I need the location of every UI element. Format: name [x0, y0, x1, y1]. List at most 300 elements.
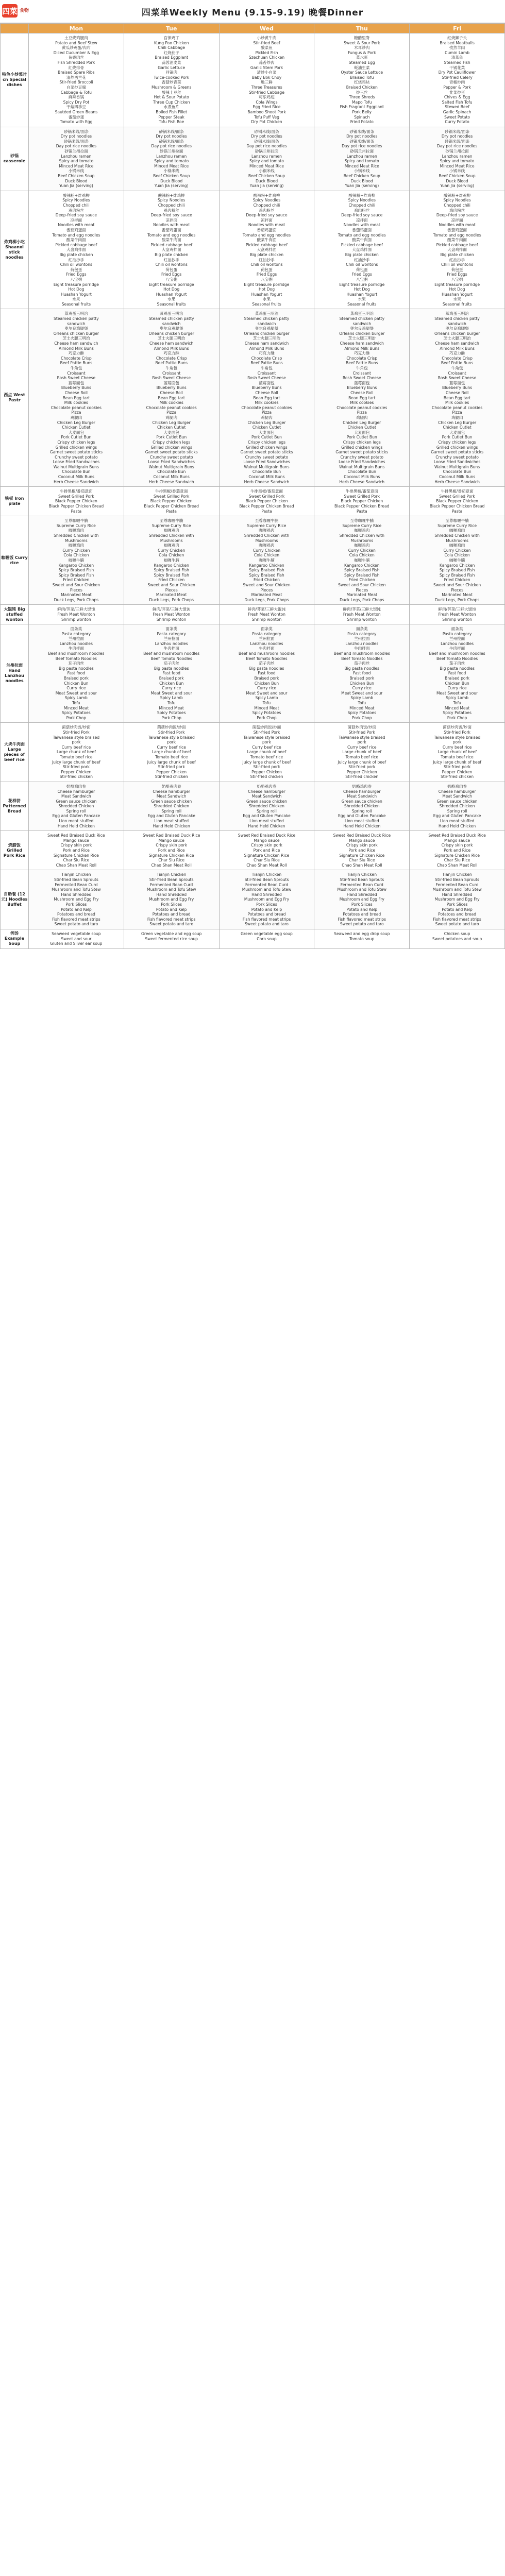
dish-item: Chicken Bun: [159, 681, 184, 686]
menu-row: [1, 870, 505, 929]
dish-item: 奥尔良鸡腿堡: [159, 326, 183, 331]
category-label: 咖喱饭 Curry rice: [1, 516, 29, 605]
dish-item: Shredded Chicken with: [244, 533, 290, 538]
dish-item: Sweet Grilled Pork: [58, 494, 94, 499]
dish-item: Sweet Grilled Pork: [439, 494, 475, 499]
dish-item: Beef Tomato Noodles: [341, 656, 383, 661]
dish-item: Chicken Leg Burger: [57, 420, 95, 425]
menu-cell-wed: [219, 605, 314, 624]
menu-cell-mon: [29, 33, 124, 127]
dish-item: Crispy chicken legs: [438, 439, 476, 445]
dish-item: Pickled cabbage beef: [246, 242, 288, 247]
dish-item: Crispy skin pork: [346, 843, 378, 848]
dish-item: Chicken Cutlet: [347, 425, 376, 430]
menu-row: [1, 516, 505, 605]
dish-item: Stir-fried Bean Sprouts: [435, 877, 480, 882]
dish-item: 奶酪鸡肉卷: [352, 784, 372, 789]
dish-item: pork: [452, 740, 462, 745]
dish-item: Stir-fried Pork: [348, 730, 376, 735]
dish-item: 蒸鸡蛋三明治: [159, 311, 183, 316]
menu-cell-tue: [124, 487, 219, 516]
dish-item: 奥尔良鸡腿堡: [64, 326, 88, 331]
dish-item: Lanzhou noodles: [441, 641, 474, 646]
dish-item: Pasta: [357, 509, 367, 514]
dish-item: Pepper Chicken: [442, 769, 473, 774]
dish-item: Curry Chicken: [62, 548, 90, 553]
dish-item: Chocolate Crisp: [156, 355, 187, 361]
dish-item: 水果: [167, 297, 176, 302]
dish-item: 酸辣粉+炸鸡柳: [444, 193, 471, 198]
dish-item: 红油抄手: [354, 257, 370, 262]
dish-item: Potato and Kelp: [442, 907, 473, 912]
dish-item: Shredded Chicken: [439, 804, 475, 809]
dish-item: Chocolate peanut cookies: [241, 405, 292, 410]
dish-item: Chocolate Bun: [443, 469, 472, 474]
dish-item: Spicy Potatoes: [62, 710, 91, 716]
dish-item: Three Shreds: [349, 95, 375, 100]
dish-item: Stir-fried Broccoli: [59, 80, 93, 85]
dish-item: Lanzhou ramen: [156, 154, 187, 159]
dish-item: Chicken Leg Burger: [152, 420, 191, 425]
dish-item: Tomato soup: [349, 936, 375, 941]
dish-item: Potatoes and bread: [247, 912, 286, 917]
dish-item: 蒸水蛋: [356, 55, 368, 60]
menu-cell-tue: [124, 605, 219, 624]
menu-row: [1, 624, 505, 723]
dish-item: 青椒炒肉: [449, 80, 465, 85]
dish-item: pork: [262, 740, 271, 745]
dish-item: 咖喱鸡肉: [449, 528, 465, 533]
dish-item: Big plate chicken: [249, 252, 284, 257]
dish-item: 砂锅兰州拉面: [64, 149, 88, 154]
dish-item: Huashan Yogurt: [346, 292, 378, 297]
dish-item: Curry beef rice: [347, 744, 377, 750]
dish-item: 咖喱牛腩: [354, 557, 370, 563]
dish-item: Taiwanese style braised: [53, 735, 100, 740]
dish-item: 奥尔良鸡腿堡: [350, 326, 374, 331]
dish-item: Beef and mushroom noodles: [429, 651, 485, 656]
dish-item: 荷包蛋: [261, 267, 273, 272]
dish-item: Tianjin Chicken: [442, 872, 472, 877]
dish-item: Large chunk of beef: [57, 750, 96, 755]
dish-item: Taiwanese style braised: [148, 735, 195, 740]
dish-item: 清炒小白菜: [257, 70, 277, 75]
dish-item: Juicy large chunk of beef: [242, 759, 291, 765]
dish-item: Fermented Bean Curd: [245, 882, 289, 887]
dish-item: Green sauce chicken: [246, 799, 287, 804]
dish-item: Chicken soup: [444, 931, 470, 936]
dish-item: Deep-fried soy sauce: [55, 213, 97, 218]
dish-item: Minced Meat Rice: [154, 163, 189, 168]
menu-cell-mon: [29, 487, 124, 516]
dish-item: Rosh Sweet Cheese: [57, 376, 96, 381]
dish-item: Yuan Jia (serving): [440, 183, 474, 189]
dish-item: Minced Meat: [63, 705, 89, 710]
dish-item: Twice-cooked Pork: [154, 75, 190, 80]
dish-item: Eight treasure porridge: [53, 282, 99, 287]
dish-item: 咖喱鸡肉: [68, 543, 85, 548]
dish-item: Tofu: [453, 701, 461, 705]
dish-item: Hot & Sour Potato: [154, 95, 189, 100]
dish-item: Mushroom and Tofu Stew: [242, 887, 292, 892]
dish-item: Blueberry Buns: [61, 385, 91, 391]
dish-item: 至尊咖喱牛腩: [159, 518, 183, 523]
dish-item: Chopped chili: [444, 203, 470, 208]
dish-item: Supreme Curry Rice: [437, 523, 477, 528]
dish-item: Blueberry Buns: [251, 385, 282, 391]
menu-cell-thu: [314, 723, 410, 782]
dish-item: sandwich: [162, 321, 181, 326]
dish-item: Cola Chicken: [444, 553, 470, 558]
dish-item: Spicy Lamb: [350, 696, 374, 701]
dish-item: Egg and Gluten Pancake: [338, 814, 386, 819]
dish-item: Spicy and tomato: [154, 159, 189, 164]
menu-cell-fri: [410, 127, 505, 191]
dish-item: Tofu Puff Veg: [254, 114, 279, 120]
dish-item: 干煸四季豆: [66, 105, 86, 110]
dish-item: Tomato beef rice: [155, 754, 188, 759]
dish-item: Cheese hamburger: [248, 789, 285, 794]
dish-item: Shrimp wonton: [347, 617, 377, 622]
dish-item: 红油抄手: [68, 257, 85, 262]
dish-item: 清蒸鱼: [451, 55, 463, 60]
dish-item: Tomato beef rice: [60, 754, 93, 759]
dish-item: Pork and Rice: [444, 848, 470, 853]
dish-item: Pork Chop: [352, 715, 372, 720]
dish-item: Spicy Braised Fish: [344, 572, 380, 578]
dish-item: sandwich: [257, 321, 276, 326]
dish-item: Minced Meat Rice: [344, 163, 379, 168]
dish-item: 砂锅米线/面条: [63, 139, 89, 144]
menu-cell-fri: [410, 605, 505, 624]
dish-item: 鸡腿肉: [356, 415, 368, 420]
dish-item: 凉拌面: [165, 217, 178, 223]
dish-item: Spicy Braised Fish: [154, 572, 189, 578]
dish-item: Egg and Gluten Pancake: [243, 814, 291, 819]
dish-item: Shredded Chicken with: [434, 533, 480, 538]
dish-item: 兰州拉面: [259, 636, 275, 641]
dish-item: Pork Chop: [447, 715, 467, 720]
dish-item: Curry beef rice: [442, 744, 472, 750]
dish-item: Crispy chicken legs: [343, 439, 381, 445]
dish-item: Braised pork: [254, 676, 279, 681]
dish-item: Shredded Chicken with: [149, 533, 194, 538]
menu-cell-thu: [314, 309, 410, 487]
dish-item: Shrimp wonton: [442, 617, 472, 622]
dish-item: 红油抄手: [259, 257, 275, 262]
dish-item: 白菜炒豆腐: [66, 84, 86, 90]
dish-item: Kangaroo Chicken: [154, 563, 189, 568]
dish-item: 咖喱鸡肉: [354, 528, 370, 533]
dish-item: 奥尔良鸡腿堡: [255, 326, 279, 331]
dish-item: 巧克力酥: [354, 351, 370, 356]
dish-item: 鲜肉/荠菜/三鲜大馄饨: [438, 607, 476, 612]
dish-item: Beef Pattie Buns: [60, 361, 93, 366]
dish-item: Loose Fried Sandwiches: [148, 460, 195, 465]
dish-item: Black Pepper Chicken Bread: [144, 504, 199, 509]
dish-item: Beef Tomato Noodles: [436, 656, 478, 661]
dish-item: 孜然羊肉: [449, 45, 465, 50]
dish-item: Fresh Meat Wonton: [438, 612, 476, 617]
dish-item: 牛肉拌面: [354, 646, 370, 651]
dish-item: Braised Meatballs: [440, 40, 475, 45]
menu-cell-thu: [314, 605, 410, 624]
dish-item: 蓝莓面包: [259, 380, 275, 385]
menu-cell-tue: [124, 870, 219, 929]
dish-item: 酸菜鱼: [261, 45, 273, 50]
dish-item: Fried Chicken: [158, 578, 185, 583]
dish-item: Sweet and Sour Chicken: [433, 582, 481, 587]
dish-item: Chocolate Bun: [62, 469, 91, 474]
dish-item: Spicy and tomato: [249, 159, 284, 164]
dish-item: Sweet Grilled Pork: [344, 494, 380, 499]
dish-item: Beef Chicken Soup: [153, 174, 190, 179]
dish-item: Lanzhou ramen: [346, 154, 377, 159]
dish-item: Big plate chicken: [59, 252, 93, 257]
dish-item: Chocolate peanut cookies: [336, 405, 388, 410]
dish-item: Diced Cucumber & Egg: [53, 50, 99, 55]
dish-item: Pieces: [70, 587, 82, 592]
dish-item: Potatoes and bread: [438, 912, 477, 917]
dish-item: Pizza: [261, 410, 272, 415]
dish-item: Stir-fried chicken: [250, 774, 283, 779]
category-label: 特色小炒菜时 cn Special dishes: [1, 33, 29, 127]
dish-item: Cheese hamburger: [438, 789, 476, 794]
dish-item: Pork Belly: [352, 109, 372, 114]
dish-item: Pork Slices: [65, 902, 87, 907]
dish-item: 蒜蓉油麦菜: [161, 60, 181, 65]
dish-item: Stir-fried pork: [253, 765, 280, 770]
dish-item: Stir-fried chicken: [345, 774, 379, 779]
dish-item: Stir-fried Pork: [63, 730, 90, 735]
dish-item: Supreme Curry Rice: [342, 523, 382, 528]
dish-item: 酸辣粉+炸鸡柳: [348, 193, 376, 198]
dish-item: Pasta category: [252, 631, 281, 636]
dish-item: Shrimp wonton: [251, 617, 282, 622]
dish-item: Green sauce chicken: [341, 799, 382, 804]
dish-item: Steamed chicken patty: [244, 316, 290, 321]
dish-item: Potato and Kelp: [251, 907, 282, 912]
dish-item: Garnet sweet potato sticks: [335, 450, 389, 455]
dish-item: Tomato beef rice: [250, 754, 283, 759]
dish-item: Mapo Tofu: [352, 99, 372, 105]
dish-item: Stir-fried chicken: [155, 774, 188, 779]
dish-item: Cheese hamburger: [153, 789, 190, 794]
dish-item: 咖喱牛腩: [259, 557, 275, 563]
dish-item: Spicy Braised Fish: [439, 568, 475, 573]
dish-item: Cheese hamburger: [343, 789, 381, 794]
dish-item: Chili Cabbage: [158, 45, 185, 50]
dish-item: Fish Shredded Pork: [57, 60, 95, 65]
dish-item: Chocolate peanut cookies: [146, 405, 197, 410]
dish-item: 芝士火腿三明治: [252, 336, 281, 341]
dish-item: Curry rice: [257, 686, 277, 691]
dish-item: Minced Meat: [349, 705, 375, 710]
dish-item: Stir-fried Bean Sprouts: [340, 877, 384, 882]
dish-item: Spicy Lamb: [446, 696, 469, 701]
dish-item: Coconut Milk Buns: [248, 474, 285, 480]
dish-item: 巧克力酥: [259, 351, 275, 356]
dish-item: Marinated Meat: [251, 592, 282, 598]
menu-cell-tue: [124, 191, 219, 309]
menu-cell-tue: [124, 723, 219, 782]
dish-item: Stir-fried Bean Sprouts: [149, 877, 194, 882]
menu-cell-thu: [314, 33, 410, 127]
dish-item: Fermented Bean Curd: [435, 882, 479, 887]
dish-item: Spicy Potatoes: [157, 710, 186, 716]
dish-item: Duck Legs, Pork Chops: [244, 597, 289, 602]
dish-item: Seasonal fruits: [442, 301, 472, 307]
dish-item: Steamed chicken patty: [54, 316, 99, 321]
dish-item: Char Siu Rice: [348, 858, 375, 863]
dish-item: Pickled cabbage beef: [436, 242, 478, 247]
dish-item: Curry Chicken: [252, 548, 281, 553]
dish-item: 至尊咖喱牛腩: [350, 518, 374, 523]
dish-item: Fried Potato: [350, 120, 374, 125]
dish-item: Chocolate Bun: [252, 469, 281, 474]
dish-item: Beef and mushroom noodles: [333, 651, 390, 656]
dish-item: 面条类: [165, 626, 178, 632]
dish-item: Pepper Chicken: [61, 769, 92, 774]
dish-item: 鸡肉粉丝: [259, 208, 275, 213]
category-label: 砂锅 casserole: [1, 127, 29, 191]
dish-item: 面条类: [261, 626, 273, 632]
dish-item: Chicken Cutlet: [443, 425, 472, 430]
dish-item: Huashan Yogurt: [251, 292, 282, 297]
dish-item: Huashan Yogurt: [442, 292, 473, 297]
dish-item: Meat Sweet and sour: [55, 690, 97, 696]
dish-item: 八宝粥: [165, 277, 178, 282]
dish-item: Beef and mushroom noodles: [238, 651, 295, 656]
dish-item: 大盘鸡拌面: [257, 247, 277, 252]
dish-item: Black Pepper Chicken: [245, 499, 288, 504]
dish-item: Black Pepper Chicken Bread: [48, 504, 104, 509]
dish-item: Braised Tofu: [350, 75, 374, 80]
dish-item: 酸辣粉+炸鸡柳: [253, 193, 280, 198]
dish-item: 小炒黄牛肉: [257, 36, 277, 40]
dish-item: Dry pot noodles: [251, 134, 282, 139]
dish-item: Pickled cabbage beef: [341, 242, 383, 247]
dish-item: Big plate chicken: [155, 252, 189, 257]
dish-item: Milk cookies: [64, 400, 88, 405]
dish-item: Mango sauce: [63, 838, 89, 843]
dish-item: Tomato and egg noodles: [433, 232, 481, 238]
dish-item: Signature Chicken Rice: [244, 853, 290, 858]
dish-item: 砂锅米线/面条: [349, 139, 375, 144]
dish-item: Large chunk of beef: [342, 750, 382, 755]
menu-cell-tue: [124, 516, 219, 605]
category-label: 例汤 Example Soup: [1, 929, 29, 948]
dish-item: 牛排黑椒/番茄意面: [441, 489, 474, 494]
dish-item: Cheese Roll: [160, 390, 183, 395]
menu-cell-tue: [124, 33, 219, 127]
dish-item: Cheese ham sandwich: [54, 341, 98, 346]
dish-item: 砂锅兰州拉面: [445, 149, 469, 154]
dish-item: Fried Eggs: [256, 272, 277, 277]
dish-item: 凉拌面: [261, 217, 273, 223]
dish-item: Pepper Chicken: [251, 769, 282, 774]
dish-item: Dry pot noodles: [60, 134, 92, 139]
dish-item: Big pasta noodles: [59, 666, 94, 671]
dish-item: 小锅米线: [259, 168, 275, 174]
dish-item: 鸡肉粉丝: [163, 208, 179, 213]
dish-item: Pasta: [261, 509, 272, 514]
dish-item: Spring roll: [447, 808, 467, 814]
menu-cell-fri: [410, 831, 505, 870]
dish-item: Tomato and egg noodles: [338, 232, 386, 238]
dish-item: Hand Shredded: [251, 892, 282, 897]
dish-item: 兰州拉面: [68, 636, 85, 641]
dish-item: Fast food: [258, 671, 276, 676]
dish-item: Chopped chili: [158, 203, 185, 208]
dish-item: Loose Fried Sandwiches: [243, 460, 290, 465]
dish-item: Curry rice: [162, 686, 181, 691]
dish-item: Croissant: [67, 370, 86, 376]
dish-item: Day pot rice noodles: [151, 144, 192, 149]
dish-item: Juicy large chunk of beef: [52, 759, 100, 765]
dish-item: Cheese hamburger: [57, 789, 95, 794]
menu-cell-fri: [410, 870, 505, 929]
dish-item: 咖喱鸡肉: [354, 543, 370, 548]
dish-item: Croissant: [352, 370, 371, 376]
dish-item: Chives & Egg: [444, 95, 470, 100]
dish-item: 酸菜牛肉面: [352, 238, 372, 243]
dish-item: 咖喱鸡肉: [163, 528, 179, 533]
dish-item: Braised Spare Ribs: [58, 70, 95, 75]
dish-item: Sweet Red Braised Duck Rice: [333, 833, 391, 838]
dish-item: 酸菜牛肉面: [161, 238, 181, 243]
dish-item: Stir-fried Pork: [253, 730, 280, 735]
dish-item: 巧克力酥: [68, 351, 85, 356]
category-label: 炸鸡柳小吃 Shaanxi stick noodles: [1, 191, 29, 309]
dish-item: Noodles with meat: [248, 223, 285, 228]
dish-item: Curry beef rice: [252, 744, 281, 750]
dish-item: 红油抄手: [163, 257, 179, 262]
dish-item: 炒三丝: [356, 90, 368, 95]
dish-item: Cheese Roll: [255, 390, 278, 395]
dish-item: Pizza: [71, 410, 81, 415]
dish-item: 咖喱鸡肉: [68, 528, 85, 533]
dish-item: Sweet Red Braised Duck Rice: [428, 833, 486, 838]
dish-item: Big plate chicken: [440, 252, 474, 257]
dish-item: 菌菇炒肉饭/炒面: [443, 725, 472, 730]
dish-item: Chicken Leg Burger: [343, 420, 381, 425]
dish-item: 茄子肉丝: [354, 661, 370, 666]
dish-item: Duck Blood: [65, 178, 88, 183]
dish-item: Lanzhou noodles: [155, 641, 188, 646]
dish-item: Cheese ham sandwich: [340, 341, 384, 346]
dish-item: Crispy chicken legs: [153, 439, 191, 445]
dish-item: Green sauce chicken: [56, 799, 97, 804]
dish-item: Beef Tomato Noodles: [150, 656, 192, 661]
dish-item: 咖喱鸡肉: [163, 543, 179, 548]
dish-item: Chocolate peanut cookies: [432, 405, 483, 410]
dish-item: 酸菜牛肉面: [66, 238, 86, 243]
dish-item: Curry beef rice: [157, 744, 186, 750]
dish-item: Taiwanese style braised: [243, 735, 290, 740]
dish-item: 凉拌面: [356, 217, 368, 223]
dish-item: Chicken Bun: [445, 681, 469, 686]
dish-item: Duck Legs, Pork Chops: [340, 597, 384, 602]
dish-item: Egg Fried Rice: [252, 105, 281, 110]
dish-item: Chili oil wontons: [250, 262, 283, 267]
dish-item: Curry beef rice: [61, 744, 91, 750]
dish-item: 八宝粥: [356, 277, 368, 282]
dish-item: Chopped chili: [348, 203, 376, 208]
dish-item: 咖喱牛腩: [449, 557, 465, 563]
dish-item: Sweet Grilled Pork: [153, 494, 190, 499]
dish-item: Steamed Egg: [348, 60, 375, 65]
